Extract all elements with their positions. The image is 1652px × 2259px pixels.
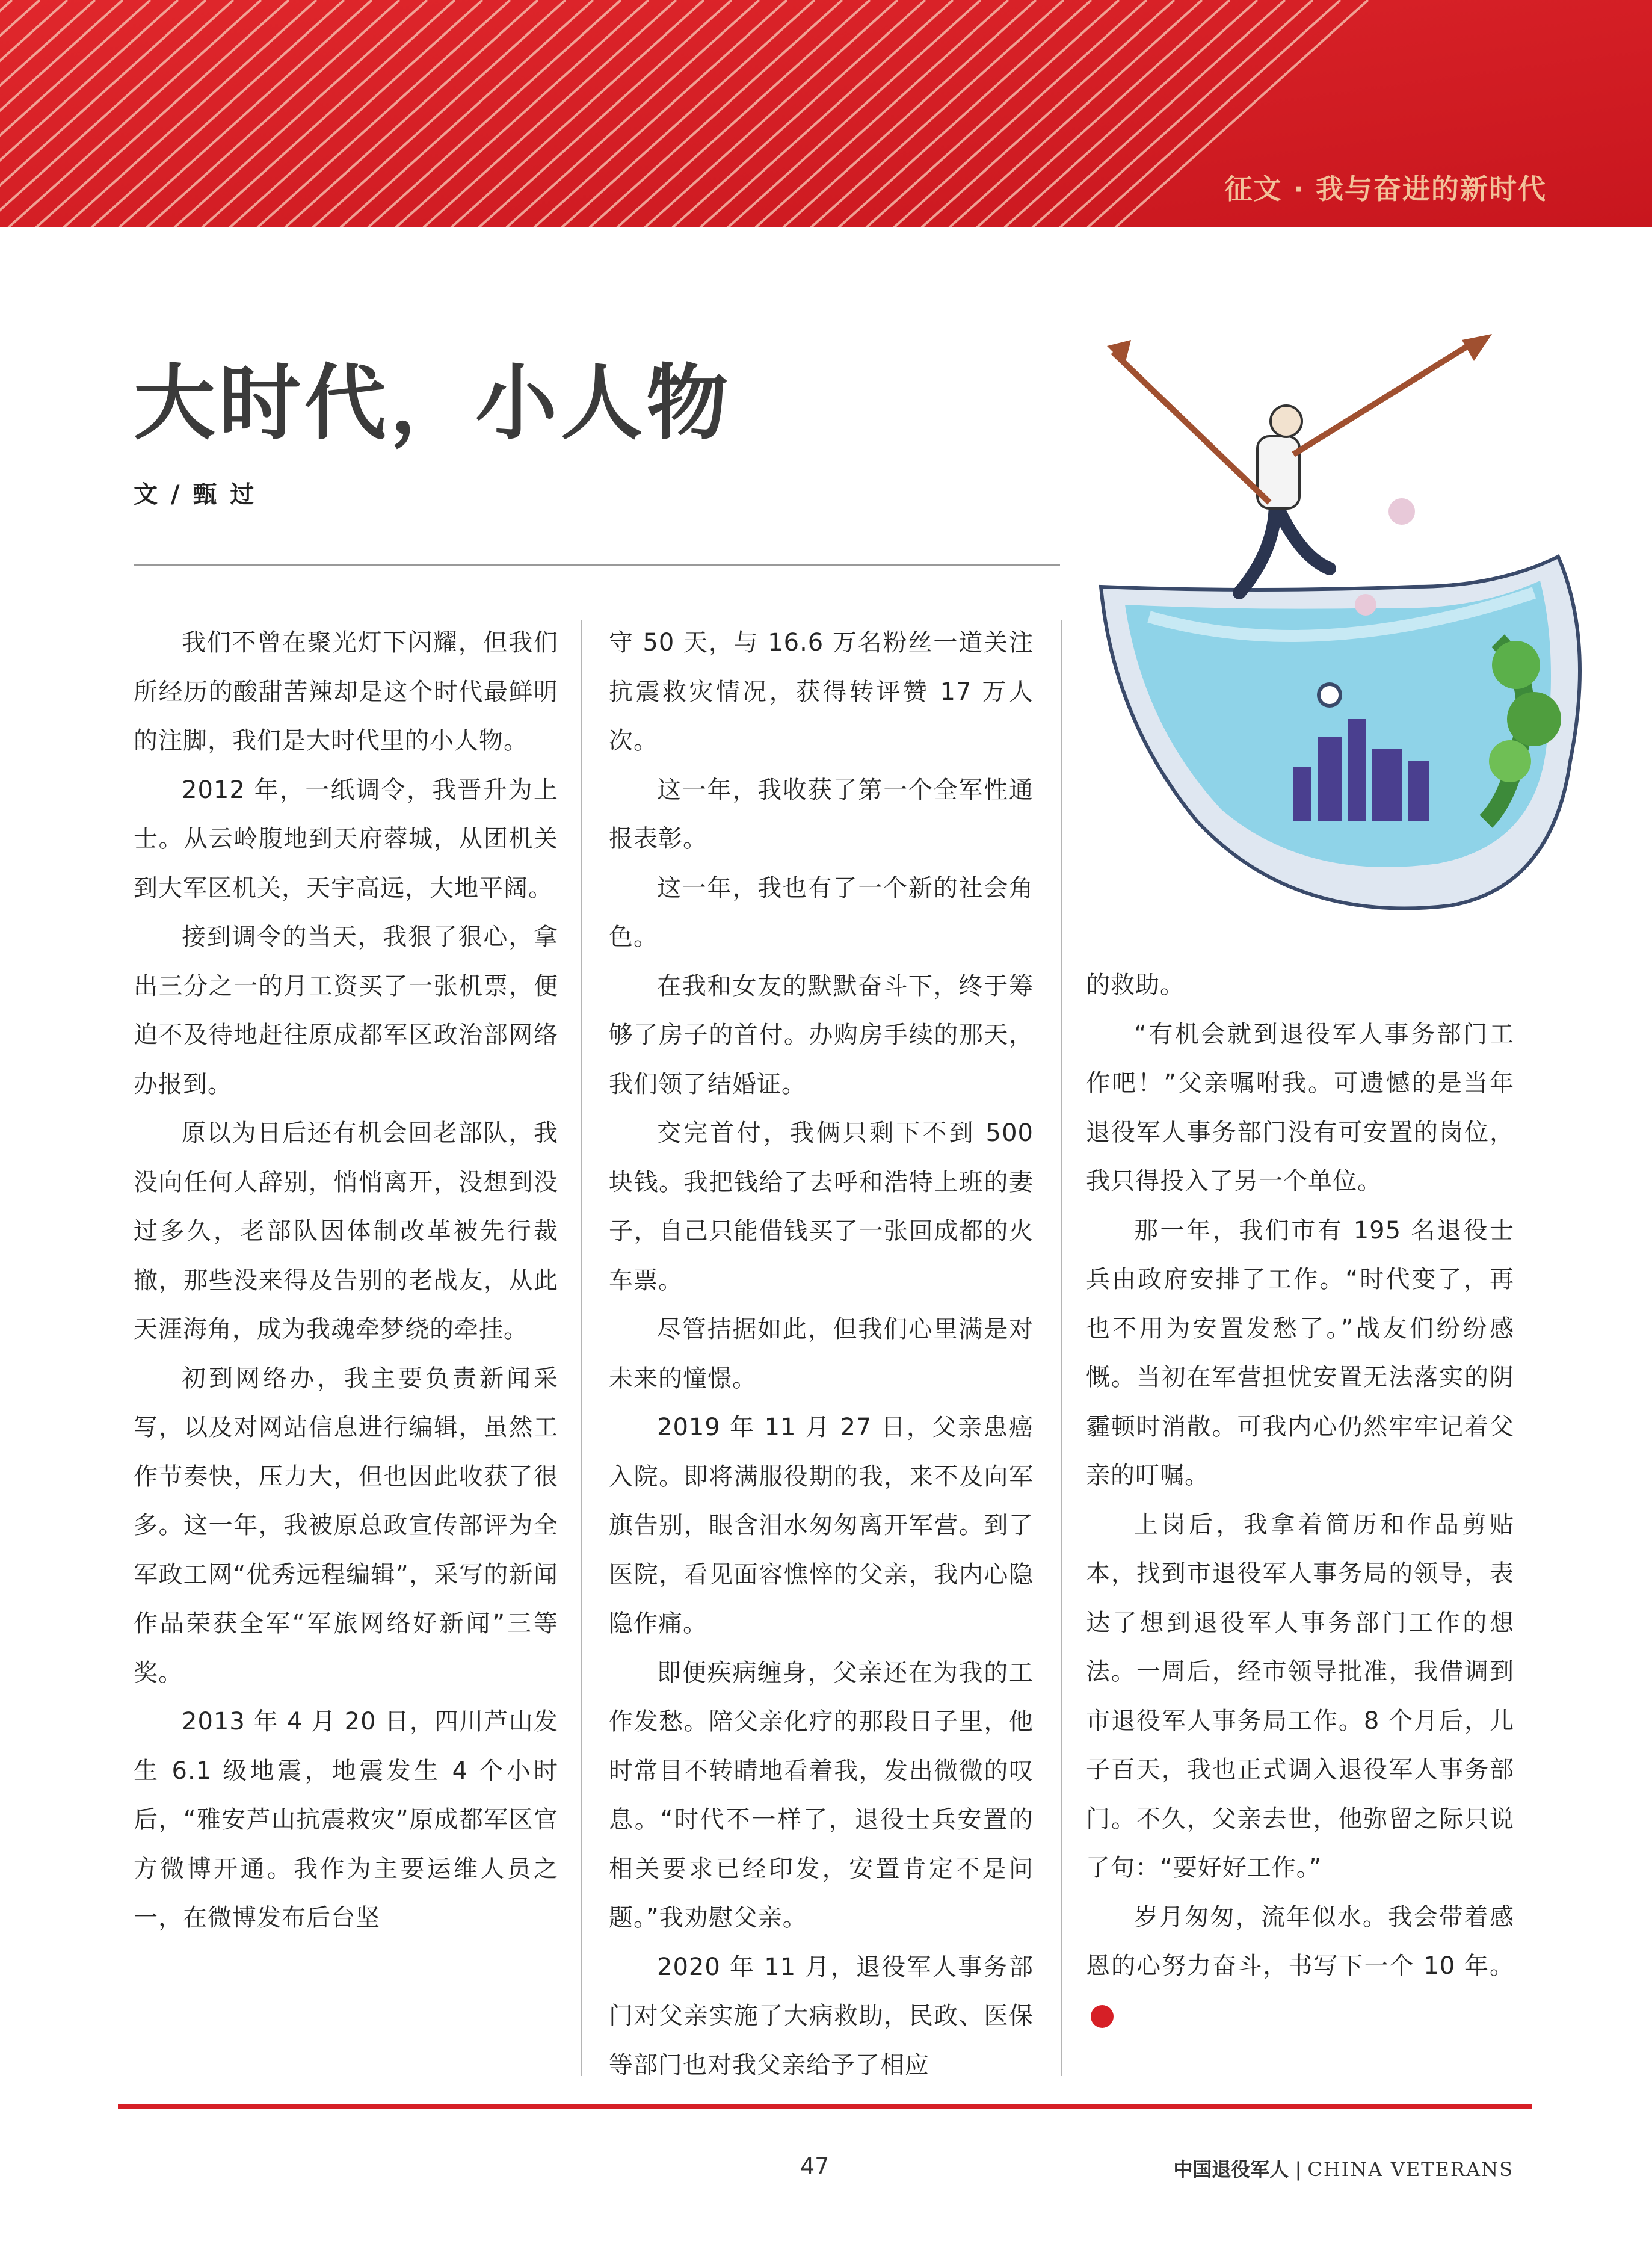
paragraph-final	[1086, 1893, 1514, 2041]
magazine-name-en: CHINA VETERANS	[1307, 2158, 1514, 2181]
paragraph: 2013 年 4 月 20 日，四川芦山发生 6.1 级地震，地震发生 4 个小时后，“雅安芦山抗震救灾”原成都军区官方微博开通。我作为主要运维人员之一，在微博发布后台坚	[134, 1708, 558, 1932]
magazine-name-cn: 中国退役军人	[1173, 2158, 1289, 2181]
paragraph: 那一年，我们市有 195 名退役士兵由政府安排了工作。“时代变了，再也不用为安置发愁了。”战友们纷纷感慨。当初在军营担忧安置无法落实的阴霾顿时消散。可我内心仍然牢牢记着父亲的叮嘱。	[1086, 1216, 1514, 1489]
paragraph: 原以为日后还有机会回老部队，我没向任何人辞别，悄悄离开，没想到没过多久，老部队因体制改革被先行裁撤，那些没来得及告别的老战友，从此天涯海角，成为我魂牵梦绕的牵挂。	[134, 1119, 558, 1343]
paragraph: 上岗后，我拿着简历和作品剪贴本，找到市退役军人事务局的领导，表达了想到退役军人事务部门工作的想法。一周后，经市领导批准，我借调到市退役军人事务局工作。8 个月后，儿子百天，我也正式调入退役军人事务部门。不久，父亲去世，他弥留之际只说了句：“要好好工作。”	[1086, 1510, 1514, 1882]
end-mark-icon: V	[1091, 2005, 1114, 2028]
paragraph: 这一年，我收获了第一个全军性通报表彰。	[609, 776, 1034, 853]
footer-separator: |	[1295, 2158, 1302, 2181]
paragraph: 即便疾病缠身，父亲还在为我的工作发愁。陪父亲化疗的那段日子里，他时常目不转睛地看着我，发出微微的叹息。“时代不一样了，退役士兵安置的相关要求已经印发，安置肯定不是问题。”我劝慰父亲。	[609, 1658, 1034, 1932]
paragraph: 2020 年 11 月，退役军人事务部门对父亲实施了大病救助，民政、医保等部门也对我父亲给予了相应	[609, 1953, 1034, 2079]
paragraph: 2012 年，一纸调令，我晋升为上士。从云岭腹地到天府蓉城，从团机关到大军区机关，天宇高远，大地平阔。	[134, 776, 558, 902]
paragraph-final-text: 岁月匆匆，流年似水。我会带着感恩的心努力奋斗，书写下一个 10 年。	[1086, 1903, 1514, 1980]
paragraph: 交完首付，我俩只剩下不到 500 块钱。我把钱给了去呼和浩特上班的妻子，自己只能借钱买了一张回成都的火车票。	[609, 1119, 1034, 1294]
header-banner	[0, 0, 1652, 227]
paragraph: 的救助。	[1086, 971, 1185, 999]
paragraph: 接到调令的当天，我狠了狠心，拿出三分之一的月工资买了一张机票，便迫不及待地赶往原成都军区政治部网络办报到。	[134, 923, 558, 1098]
article-byline: 文 / 甄 过	[134, 481, 257, 508]
footer-rule	[118, 2104, 1532, 2109]
magazine-footer	[1173, 2154, 1514, 2182]
page-number: 47	[800, 2153, 830, 2180]
paragraph: “有机会就到退役军人事务部门工作吧！”父亲嘱咐我。可遗憾的是当年退役军人事务部门没有可安置的岗位，我只得投入了另一个单位。	[1086, 1020, 1514, 1195]
paragraph: 尽管拮据如此，但我们心里满是对未来的憧憬。	[609, 1315, 1034, 1392]
paragraph: 2019 年 11 月 27 日，父亲患癌入院。即将满服役期的我，来不及向军旗告别，眼含泪水匆匆离开军营。到了医院，看见面容憔悴的父亲，我内心隐隐作痛。	[609, 1414, 1034, 1637]
column-divider	[1061, 620, 1062, 2076]
section-label: 征文 · 我与奋进的新时代	[1224, 173, 1547, 205]
article-column-1	[134, 619, 558, 1943]
paragraph: 我们不曾在聚光灯下闪耀，但我们所经历的酸甜苦辣却是这个时代最鲜明的注脚，我们是大时代里的小人物。	[134, 629, 558, 755]
paragraph: 这一年，我也有了一个新的社会角色。	[609, 874, 1034, 951]
title-divider	[134, 564, 1060, 566]
article-column-2	[609, 619, 1034, 2090]
paragraph: 初到网络办，我主要负责新闻采写，以及对网站信息进行编辑，虽然工作节奏快，压力大，但也因此收获了很多。这一年，我被原总政宣传部评为全军政工网“优秀远程编辑”，采写的新闻作品荣获全军“军旅网络好新闻”三等奖。	[134, 1364, 558, 1687]
paragraph: 守 50 天，与 16.6 万名粉丝一道关注抗震救灾情况，获得转评赞 17 万人次。	[609, 629, 1034, 755]
article-column-3	[1086, 961, 1514, 2040]
paragraph: 在我和女友的默默奋斗下，终于筹够了房子的首付。办购房手续的那天，我们领了结婚证。	[609, 972, 1034, 1098]
article-title: 大时代，小人物	[134, 355, 732, 451]
illustration-running-man	[1077, 304, 1606, 942]
column-divider	[581, 620, 582, 2076]
